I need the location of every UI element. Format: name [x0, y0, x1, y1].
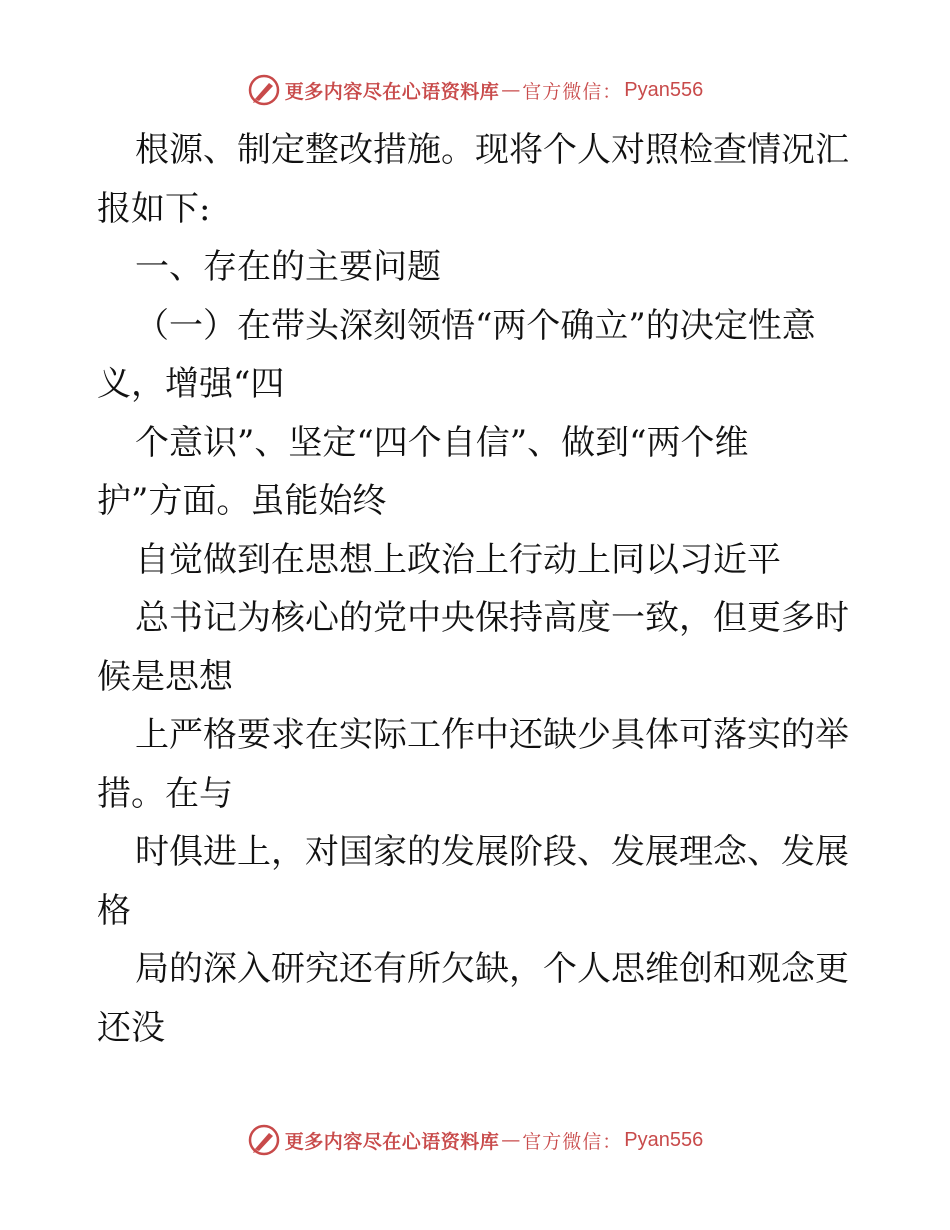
pen-logo-icon — [247, 1123, 281, 1157]
text-line: 措。在与 — [97, 773, 233, 814]
banner-wechat-id: Pyan556 — [624, 78, 704, 101]
banner-main-text: 更多内容尽在心语资料库 — [284, 1130, 500, 1153]
text-line: 个意识”、坚定“四个自信”、做到“两个维 — [135, 422, 749, 463]
text-line: 格 — [97, 890, 131, 931]
text-line: 还没 — [97, 1007, 165, 1048]
text-line: 候是思想 — [97, 656, 233, 697]
banner-main-text: 更多内容尽在心语资料库 — [284, 80, 500, 103]
text-line: 义，增强“四 — [97, 364, 285, 404]
text-line: （一）在带头深刻领悟“两个确立”的决定性意 — [135, 305, 816, 346]
text-line: 报如下: — [97, 188, 211, 229]
text-line: 时俱进上，对国家的发展阶段、发展理念、发展 — [135, 832, 849, 872]
banner-separator: — — [501, 79, 521, 101]
banner-sub-text: 官方微信： — [522, 1130, 623, 1153]
pen-logo-icon — [247, 73, 281, 107]
banner-separator: — — [501, 1129, 521, 1151]
banner-sub-text: 官方微信： — [522, 80, 623, 103]
text-line: 上严格要求在实际工作中还缺少具体可落实的举 — [135, 715, 849, 755]
banner-wechat-id: Pyan556 — [624, 1128, 704, 1151]
document-body — [97, 121, 857, 1057]
footer-watermark — [0, 1120, 950, 1160]
text-line: 护”方面。虽能始终 — [97, 481, 387, 521]
text-line: 根源、制定整改措施。现将个人对照检查情况汇 — [135, 130, 849, 170]
text-line: 一、存在的主要问题 — [135, 247, 441, 287]
text-line: 局的深入研究还有所欠缺，个人思维创和观念更 — [135, 949, 849, 989]
text-line: 自觉做到在思想上政治上行动上同以习近平 — [135, 539, 781, 580]
text-line: 总书记为核心的党中央保持高度一致，但更多时 — [135, 598, 849, 638]
header-watermark — [0, 70, 950, 110]
